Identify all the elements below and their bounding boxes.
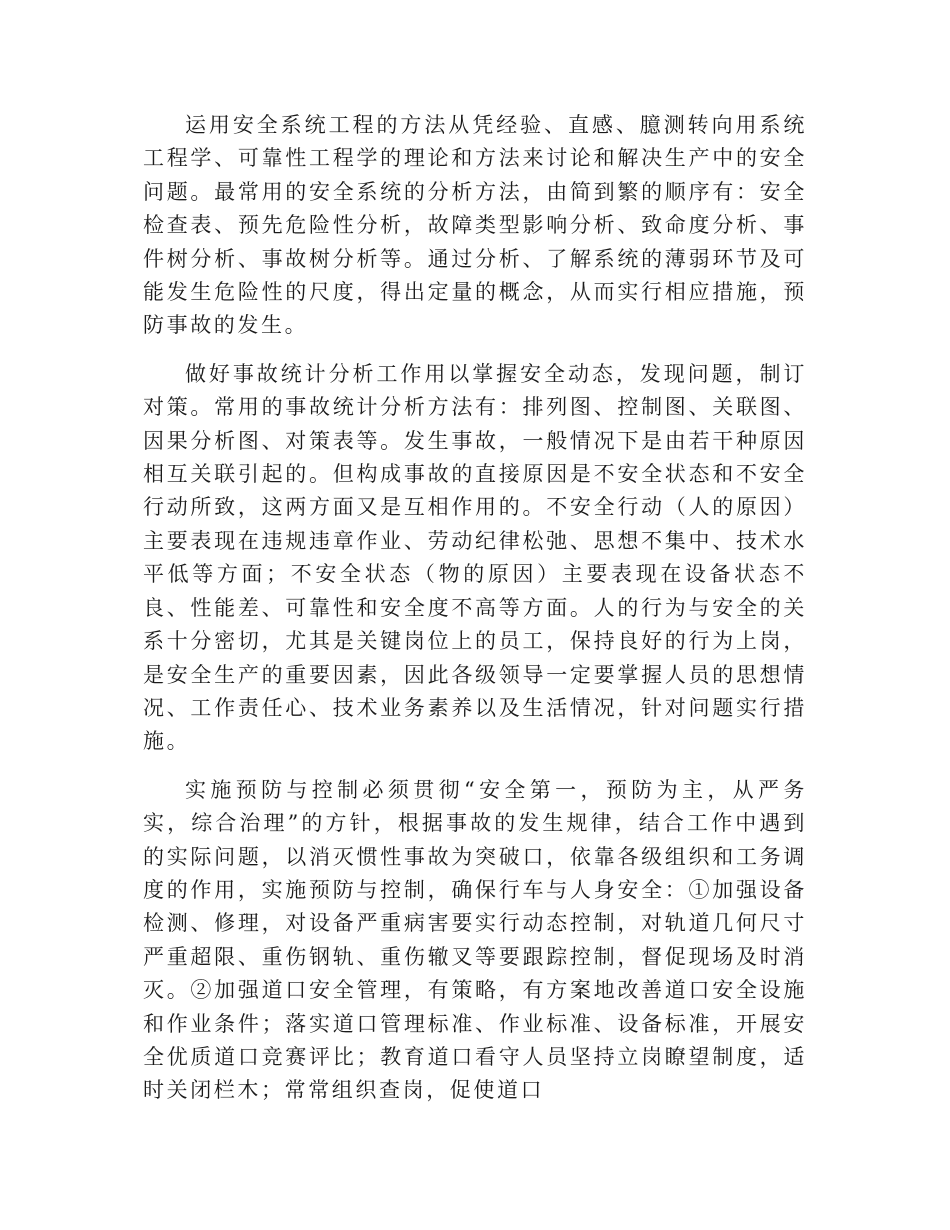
document-body (143, 109, 807, 1123)
paragraph-3: 实施预防与控制必须贯彻“安全第一，预防为主，从严务实，综合治理”的方针，根据事故的发生规律，结合工作中遇到的实际问题，以消灭惯性事故为突破口，依靠各级组织和工务调度的作用，实施预防与控制，确保行车与人身安全：①加强设备检测、修理，对设备严重病害要实行动态控制，对轨道几何尺寸严重超限、重伤钢轨、重伤辙叉等要跟踪控制，督促现场及时消灭。②加强道口安全管理，有策略，有方案地改善道口安全设施和作业条件；落实道口管理标准、作业标准、设备标准，开展安全优质道口竞赛评比；教育道口看守人员坚持立岗瞭望制度，适时关闭栏木；常常组织查岗，促使道口 (143, 777, 807, 1103)
paragraph-2: 做好事故统计分析工作用以掌握安全动态，发现问题，制订对策。常用的事故统计分析方法有：排列图、控制图、关联图、因果分析图、对策表等。发生事故，一般情况下是由若干种原因相互关联引起的。但构成事故的直接原因是不安全状态和不安全行动所致，这两方面又是互相作用的。不安全行动（人的原因）主要表现在违规违章作业、劳动纪律松弛、思想不集中、技术水平低等方面；不安全状态（物的原因）主要表现在设备状态不良、性能差、可靠性和安全度不高等方面。人的行为与安全的关系十分密切，尤其是关键岗位上的员工，保持良好的行为上岗，是安全生产的重要因素，因此各级领导一定要掌握人员的思想情况、工作责任心、技术业务素养以及生活情况，针对问题实行措施。 (143, 361, 807, 754)
paragraph-1: 运用安全系统工程的方法从凭经验、直感、臆测转向用系统工程学、可靠性工程学的理论和方法来讨论和解决生产中的安全问题。最常用的安全系统的分析方法，由简到繁的顺序有：安全检查表、预先危险性分析，故障类型影响分析、致命度分析、事件树分析、事故树分析等。通过分析、了解系统的薄弱环节及可能发生危险性的尺度，得出定量的概念，从而实行相应措施，预防事故的发生。 (143, 113, 807, 338)
